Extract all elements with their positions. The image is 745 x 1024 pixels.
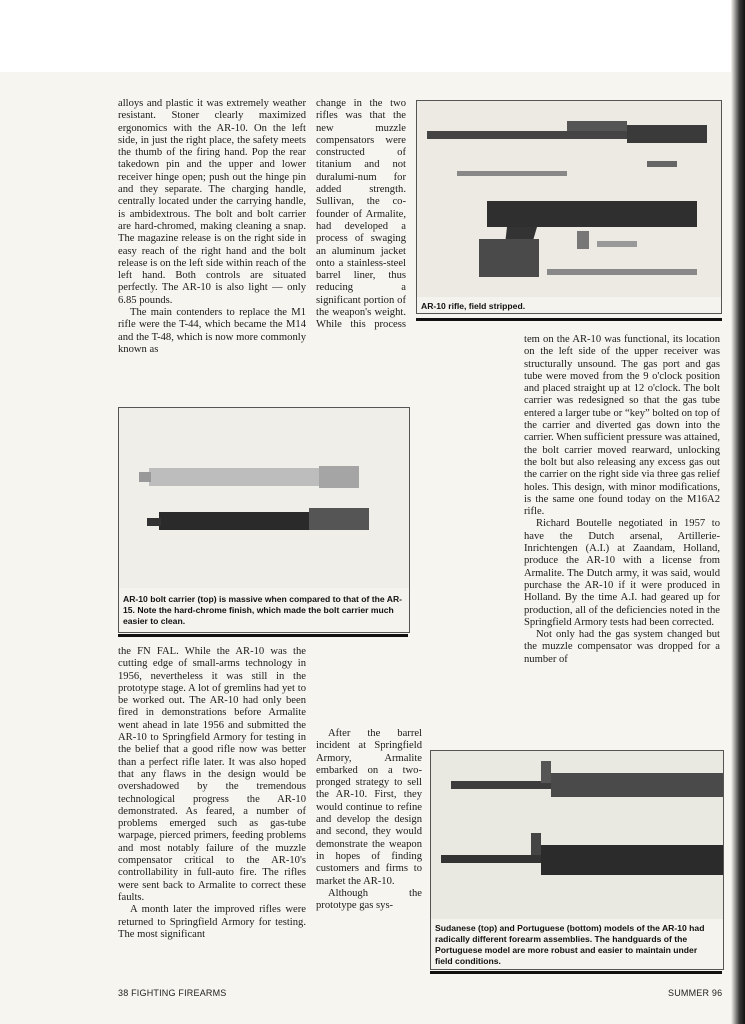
- footer-right: SUMMER 96: [668, 988, 723, 998]
- caption-rule: [118, 634, 408, 637]
- forearms-caption: Sudanese (top) and Portuguese (bottom) models of the AR-10 had radically different forearm assemblies. The handguards of the Portuguese model are more robust and easier to maintain under field conditions.: [435, 923, 705, 966]
- paragraph: The main contenders to replace the M1 rifle were the T-44, which became the M14 and the T-48, which is now more commonly known as: [118, 307, 306, 355]
- bolt-carrier-photo-box: [118, 407, 410, 633]
- forearms-photo-box: [430, 750, 724, 970]
- field-stripped-caption: AR-10 rifle, field stripped.: [421, 301, 526, 311]
- column2-top-text: [316, 98, 406, 332]
- paragraph: change in the two rifles was that the new muzzle compensators were constructed of titanium and not duralumi-num for added strength. Sullivan, the co-founder of Armalite, had developed a process of swaging an aluminum jacket onto a stainless-steel barrel liner, thus reducing a significant portion of the weapon's weight. While this process: [316, 98, 406, 331]
- footer-left: 38 FIGHTING FIREARMS: [118, 988, 227, 998]
- column1-bottom-text: [118, 646, 306, 941]
- paragraph: alloys and plastic it was extremely weather resistant. Stoner clearly maximized ergonomics with the AR-10. On the left side, in just the right place, the safety meets the thumb of the firing hand. Pop the rear takedown pin and the upper and lower receiver hinge open; push out the hinge pin and they separate. The charging handle, centrally located under the carrying handle, is ambidextrous. The bolt and bolt carrier are hard-chromed, making cleaning a snap. The magazine release is on the right side in easy reach of the right hand and the bolt release is on the left side within reach of the left hand. Both controls are situated perfectly. The AR-10 is also light — only 6.85 pounds.: [118, 98, 306, 306]
- field-stripped-photo-box: [416, 100, 722, 314]
- caption-rule: [416, 318, 722, 321]
- paragraph: Not only had the gas system changed but the muzzle compensator was dropped for a number of: [524, 629, 720, 665]
- caption-rule: [430, 971, 722, 974]
- column2-lower-text: [418, 404, 514, 644]
- paragraph: Although the prototype gas sys-: [316, 887, 422, 912]
- bolt-carrier-caption: AR-10 bolt carrier (top) is massive when compared to that of the AR-15. Note the hard-chrome finish, which made the bolt carrier much easier to clean.: [123, 594, 403, 626]
- column3-text: [524, 334, 720, 734]
- page-edge-shadow: [731, 0, 745, 1024]
- column1-top-text: [118, 98, 306, 356]
- paragraph: A month later the improved rifles were returned to Springfield Armory for testing. The most significant: [118, 904, 306, 940]
- paragraph: Richard Boutelle negotiated in 1957 to have the Dutch arsenal, Artillerie-Inrichtengen (A.I.) at Zaandam, Holland, produce the AR-10 with a license from Armalite. The Dutch army, it was said, would purchase the AR-10 if it were produced in Holland. By the time A.I. had geared up for production, all of the deficiencies noted in the Springfield Armory tests had been corrected.: [524, 518, 720, 628]
- forearms-rifles-photo: [431, 751, 723, 919]
- field-stripped-rifle-photo: [417, 101, 721, 297]
- bolt-carrier-photo: [119, 408, 409, 588]
- paragraph: tem on the AR-10 was functional, its location on the left side of the upper receiver was structurally unsound. The gas port and gas tube were moved from the 9 o'clock position and placed straight up at 12 o'clock. The bolt carrier was redesigned so that the gas tube entered a larger tube or “key” bolted on top of the carrier and diverted gas down into the carrier. When sufficient pressure was attained, the bolt carrier moved rearward, unlocking the bolt but also releasing any excess gas out the carrier on the right side via three gas relief holes. This design, with minor modifications, is the same one found today on the M16A2 rifle.: [524, 334, 720, 518]
- paragraph: the FN FAL. While the AR-10 was the cutting edge of small-arms technology in 1956, nevertheless it was still in the prototype stage. A lot of gremlins had yet to be worked out. The AR-10 had only been fired in demonstrations before Armalite went ahead in late 1956 and submitted the AR-10 to Springfield Armory for testing in the belief that a good rifle now was better than a perfect rifle later. It was also hoped that any flaws in the design would be overshadowed by the tremendous technological progress the AR-10 demonstrated. As feared, a number of problems emerged such as gas-tube warpage, pierced primers, feeding problems and most notably failure of the muzzle compensator critical to the AR-10's controllability in full-auto fire. The rifles were sent back to Armalite to correct these faults.: [118, 646, 306, 903]
- paragraph: After the barrel incident at Springfield Armory, Armalite embarked on a two-pronged strategy to sell the AR-10. First, they would continue to refine and develop the design and second, they would demonstrate the weapon in hopes of finding customers and firms to market the AR-10.: [316, 728, 422, 887]
- column2-bottom-text: [316, 728, 422, 912]
